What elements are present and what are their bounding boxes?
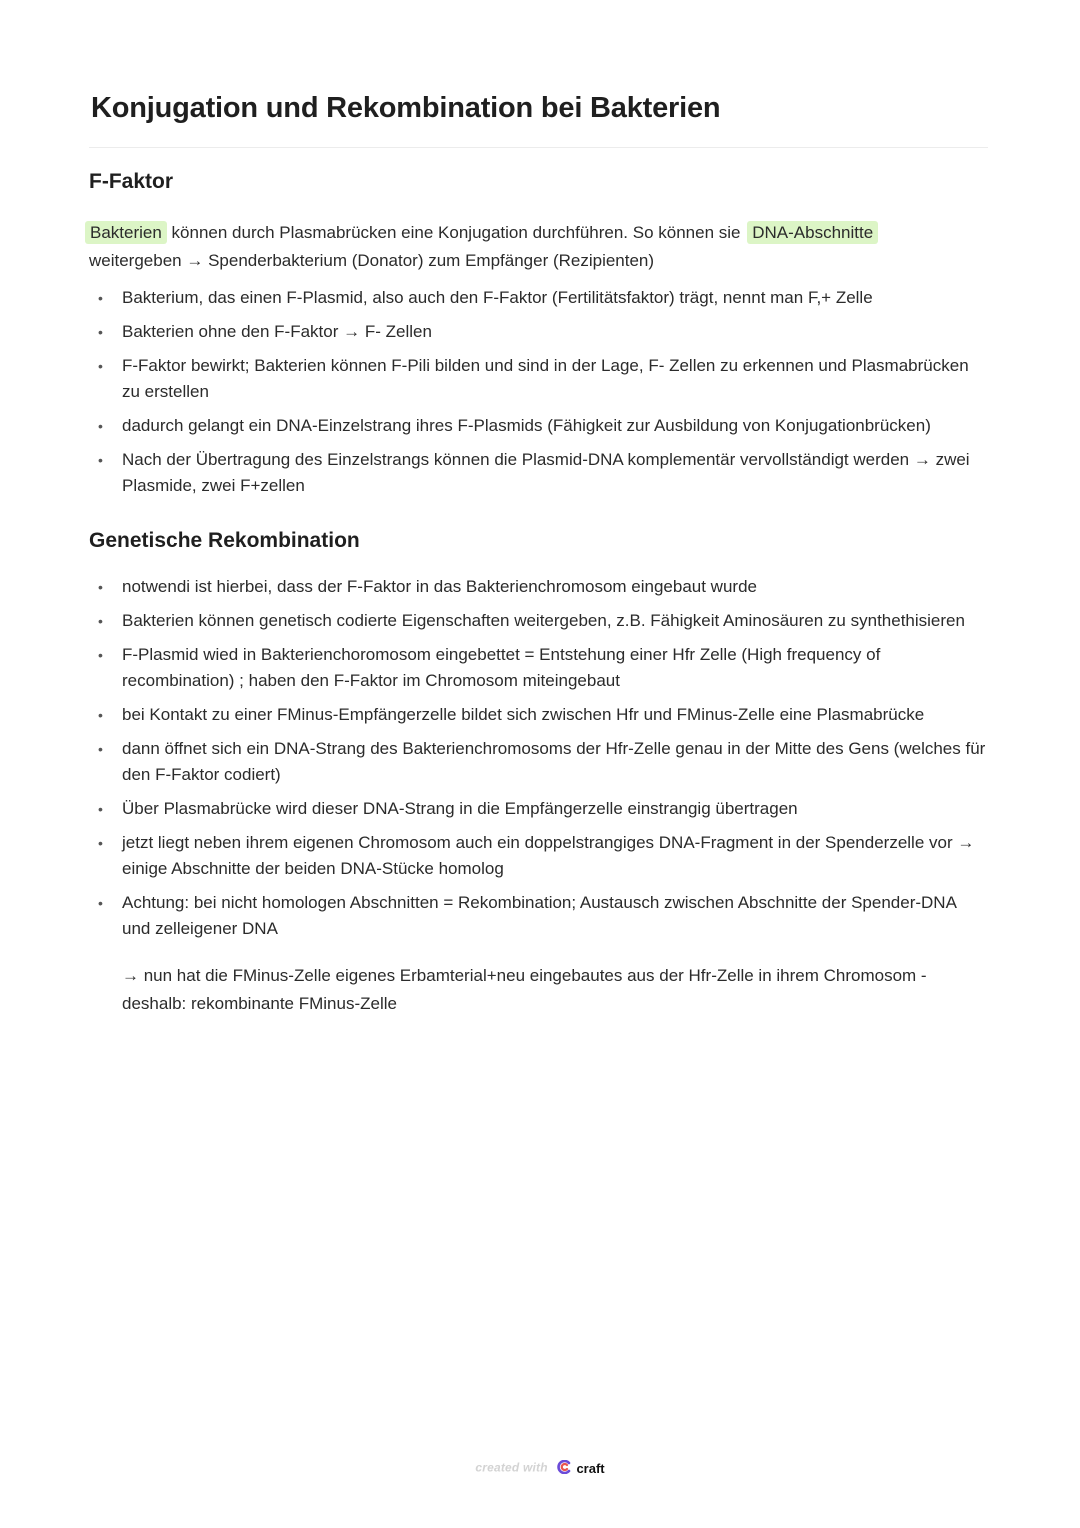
list-item: • F-Faktor bewirkt; Bakterien können F-Pili bilden und sind in der Lage, F- Zellen zu erkennen und Plasmabrücken zu erstellen: [89, 353, 989, 405]
highlight-dna-abschnitte: DNA-Abschnitte: [747, 221, 878, 244]
bullet-icon: •: [98, 579, 103, 595]
bullet-icon: •: [98, 324, 103, 340]
craft-logo-icon: [555, 1460, 571, 1477]
bullet-icon: •: [98, 707, 103, 723]
section-heading-f-faktor: F-Faktor: [89, 170, 173, 193]
list-item: • dadurch gelangt ein DNA-Einzelstrang ihres F-Plasmids (Fähigkeit zur Ausbildung von Konjugationbrücken): [89, 413, 989, 439]
list-item: • notwendi ist hierbei, dass der F-Faktor in das Bakterienchromosom eingebaut wurde: [89, 574, 989, 600]
bullet-icon: •: [98, 647, 103, 663]
continuation-paragraph: → nun hat die FMinus-Zelle eigenes Erbamterial+neu eingebautes aus der Hfr-Zelle in ihrem Chromosom - deshalb: rekombinante FMinus-Zelle: [122, 966, 927, 1013]
bullet-icon: •: [98, 895, 103, 911]
created-with-label: created with: [475, 1460, 548, 1475]
bullet-icon: •: [98, 741, 103, 757]
bullet-icon: •: [98, 452, 103, 468]
title-divider: [89, 147, 988, 148]
rekombination-list: [89, 574, 989, 950]
bullet-icon: •: [98, 358, 103, 374]
page-title: Konjugation und Rekombination bei Bakterien: [91, 92, 721, 124]
bullet-icon: •: [98, 835, 103, 851]
section-heading-genetische-rekombination: Genetische Rekombination: [89, 529, 360, 552]
list-item: • Nach der Übertragung des Einzelstrangs können die Plasmid-DNA komplementär vervollständigt werden → zwei Plasmide, zwei F+zellen: [89, 447, 989, 499]
f-faktor-list: [89, 285, 989, 507]
intro-paragraph: [89, 219, 989, 275]
highlight-bakterien: Bakterien: [85, 221, 167, 244]
list-item: • Bakterium, das einen F-Plasmid, also auch den F-Faktor (Fertilitätsfaktor) trägt, nennt man F,+ Zelle: [89, 285, 989, 311]
list-item: • dann öffnet sich ein DNA-Strang des Bakterienchromosoms der Hfr-Zelle genau in der Mitte des Gens (welches für den F-Faktor codiert): [89, 736, 989, 788]
bullet-icon: •: [98, 290, 103, 306]
footer: [0, 1460, 1080, 1477]
list-item: • Über Plasmabrücke wird dieser DNA-Strang in die Empfängerzelle einstrangig übertragen: [89, 796, 989, 822]
intro-text-1: können durch Plasmabrücken eine Konjugation durchführen. So können sie: [166, 223, 746, 242]
bullet-icon: •: [98, 613, 103, 629]
list-item: • F-Plasmid wied in Bakterienchoromosom eingebettet = Entstehung einer Hfr Zelle (High frequency of recombination) ; haben den F-Faktor im Chromosom miteingebaut: [89, 642, 989, 694]
bullet-icon: •: [98, 418, 103, 434]
craft-brand-label: craft: [576, 1461, 605, 1476]
list-item: • Bakterien ohne den F-Faktor → F- Zellen: [89, 319, 989, 345]
list-item: • jetzt liegt neben ihrem eigenen Chromosom auch ein doppelstrangiges DNA-Fragment in der Spenderzelle vor → einige Abschnitte der beiden DNA-Stücke homolog: [89, 830, 989, 882]
list-item: • bei Kontakt zu einer FMinus-Empfängerzelle bildet sich zwischen Hfr und FMinus-Zelle eine Plasmabrücke: [89, 702, 989, 728]
bullet-icon: •: [98, 801, 103, 817]
list-item: • Achtung: bei nicht homologen Abschnitten = Rekombination; Austausch zwischen Abschnitte der Spender-DNA und zelleigener DNA: [89, 890, 989, 942]
intro-text-2: weitergeben → Spenderbakterium (Donator) zum Empfänger (Rezipienten): [89, 251, 655, 270]
list-item: • Bakterien können genetisch codierte Eigenschaften weitergeben, z.B. Fähigkeit Aminosäuren zu synthethisieren: [89, 608, 989, 634]
